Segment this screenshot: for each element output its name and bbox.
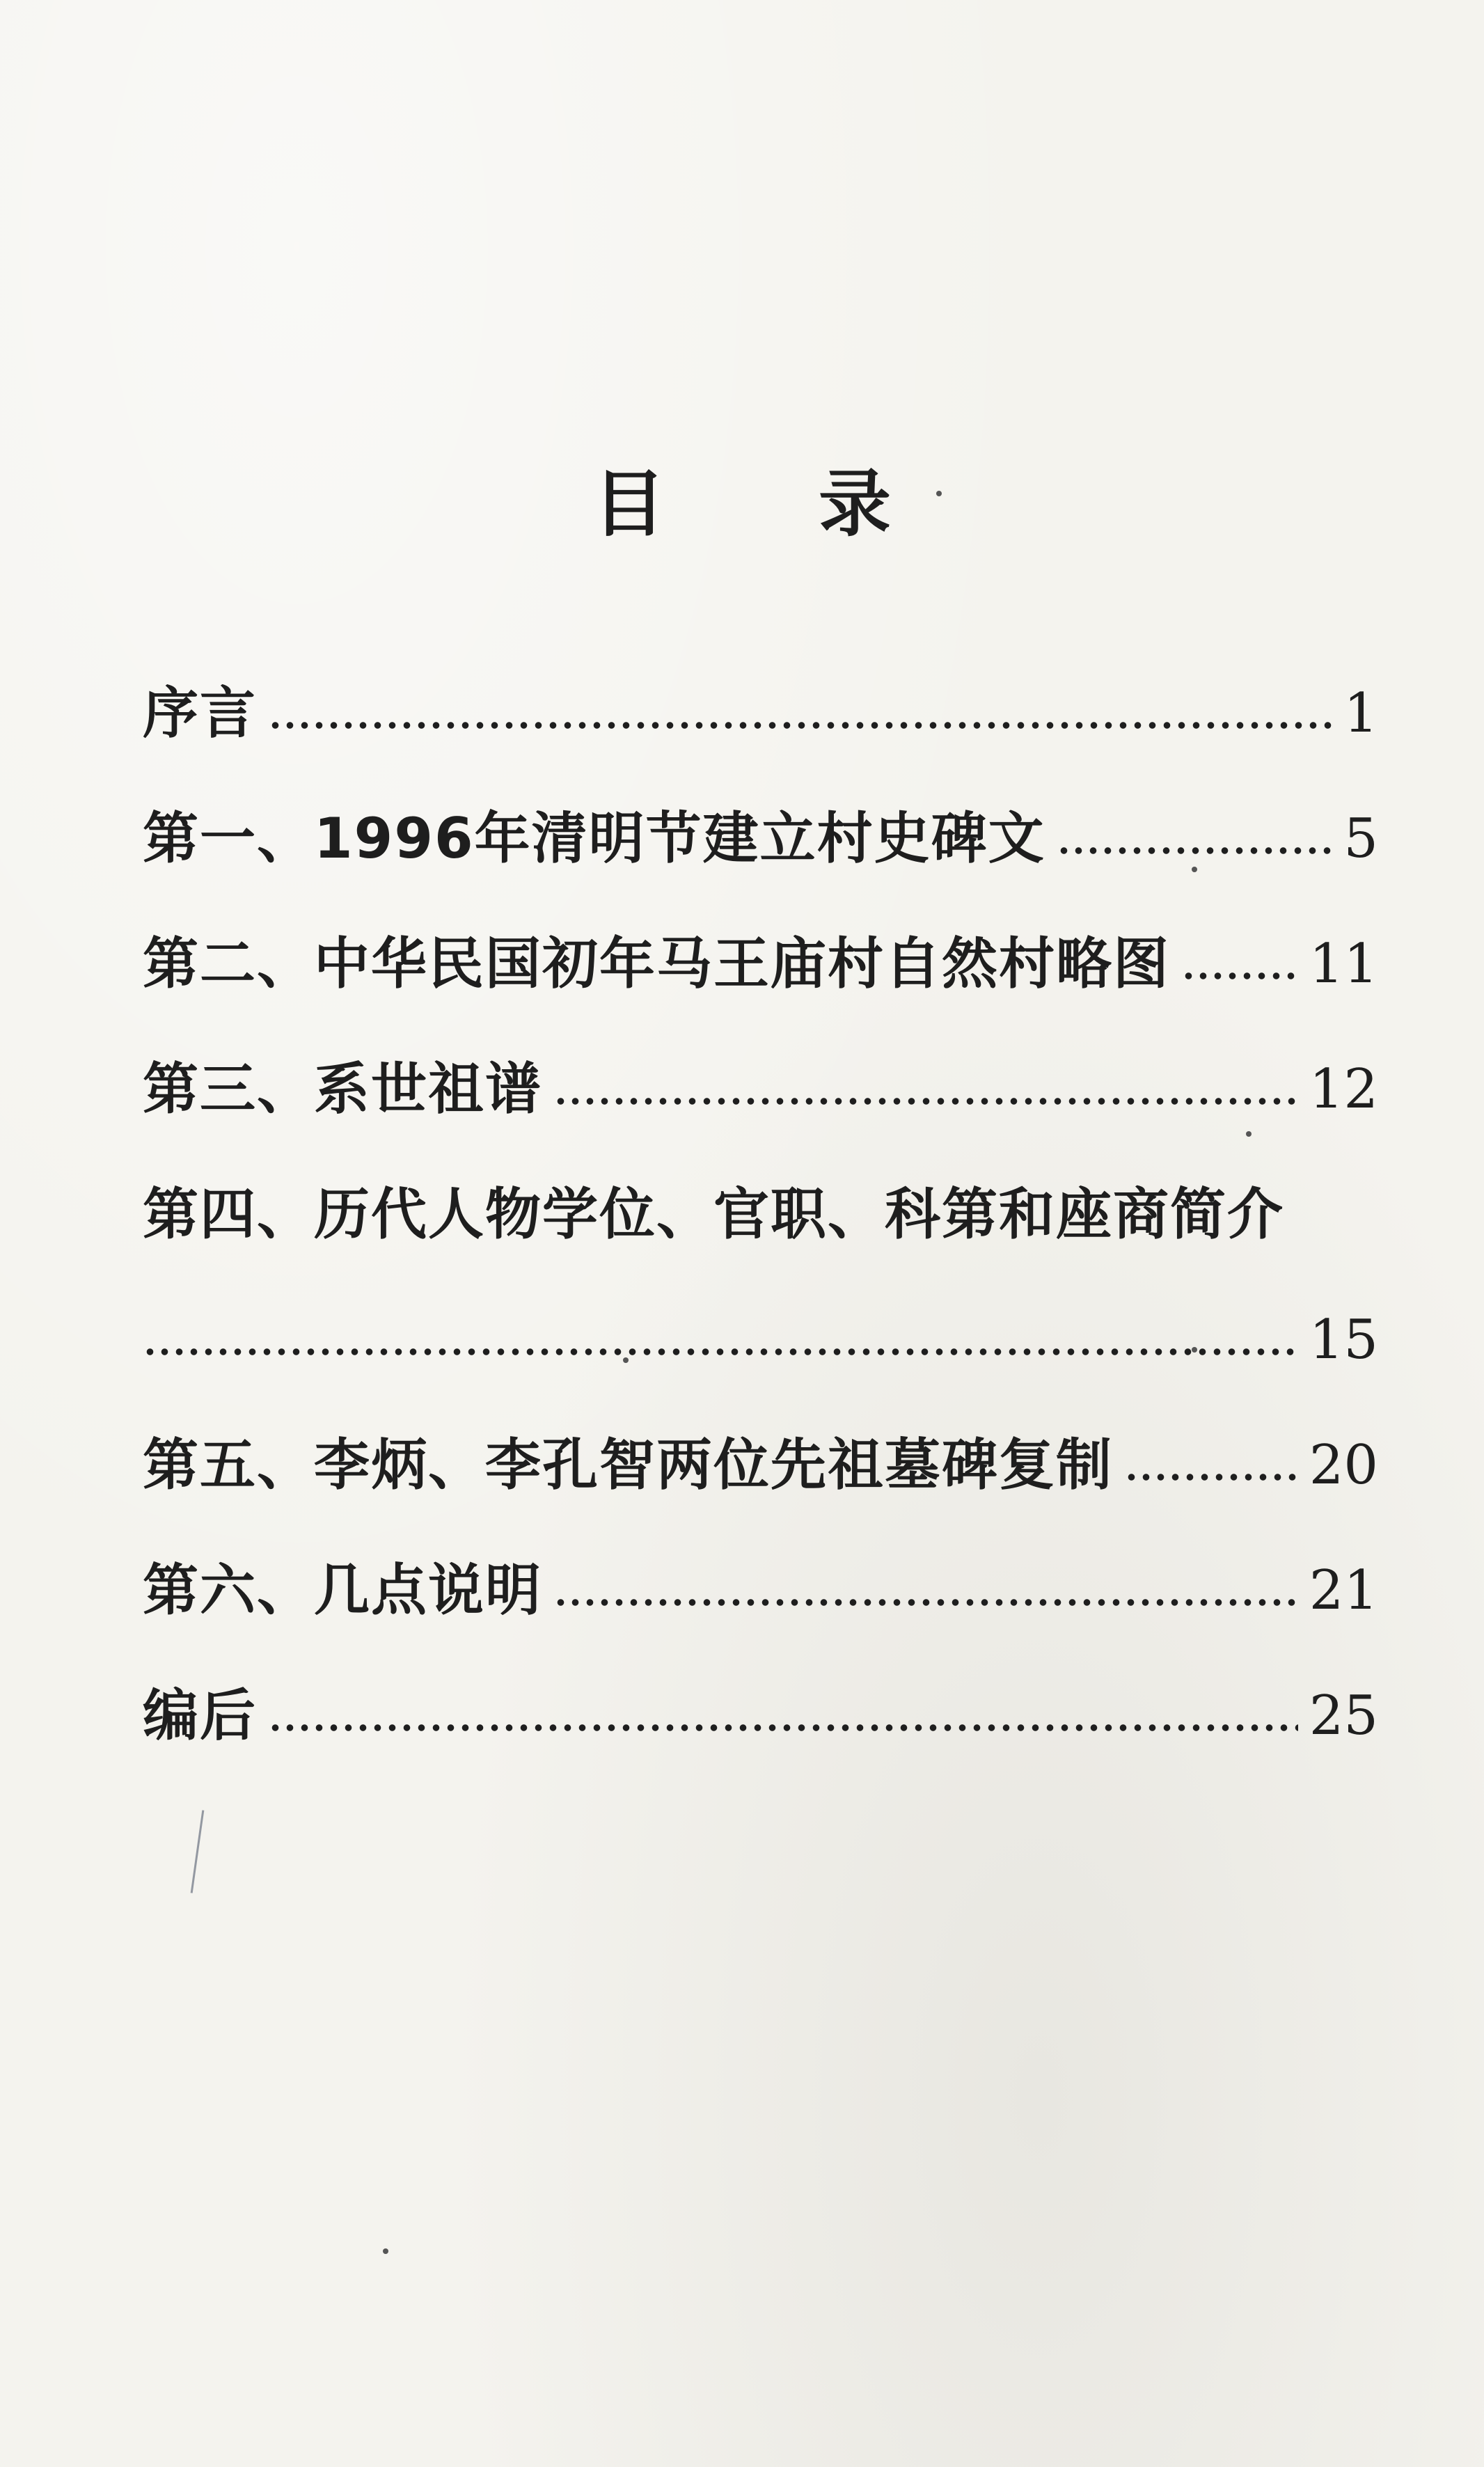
dot-leader (553, 1097, 1298, 1105)
toc-entry-chapter-6[interactable] (143, 1528, 1378, 1653)
toc-entry-afterword[interactable] (143, 1653, 1378, 1779)
page-title (0, 446, 1484, 550)
toc-entry-page: 12 (1309, 1058, 1378, 1121)
toc-entry-label: 第六、几点说明 (143, 1558, 542, 1623)
paper-speck (1192, 867, 1197, 872)
paper-speck (623, 1357, 629, 1363)
dot-leader (1057, 846, 1333, 855)
toc-entry-preface[interactable] (143, 651, 1378, 776)
toc-entry-label: 第五、李炳、李孔智两位先祖墓碑复制 (143, 1433, 1113, 1497)
toc-entry-chapter-5[interactable] (143, 1403, 1378, 1528)
dot-leader (268, 721, 1332, 730)
toc-entry-label: 编后 (143, 1683, 257, 1748)
dot-leader (1124, 1473, 1298, 1481)
title-char-mu: 目 (592, 462, 665, 546)
toc-entry-label: 第二、中华民国初年马王庙村自然村略图 (143, 931, 1170, 996)
toc-entry-chapter-2[interactable] (143, 901, 1378, 1027)
toc-entry-chapter-4[interactable] (143, 1152, 1378, 1277)
toc-entry-label: 序言 (143, 681, 257, 746)
toc-entry-label: 第一、1996年清明节建立村史碑文 (143, 806, 1045, 871)
paper-scratch (191, 1810, 205, 1893)
toc-entry-chapter-4-continued[interactable] (143, 1277, 1378, 1403)
table-of-contents (143, 651, 1378, 1779)
dot-leader (1181, 972, 1298, 980)
toc-entry-page: 11 (1309, 933, 1378, 995)
paper-speck (1192, 1347, 1197, 1353)
toc-entry-page: 21 (1309, 1559, 1378, 1622)
title-char-lu: 录 (819, 462, 892, 546)
toc-entry-label: 第三、系世祖谱 (143, 1057, 542, 1121)
paper-speck (936, 491, 942, 496)
toc-entry-page: 5 (1343, 807, 1378, 870)
dot-leader (268, 1724, 1298, 1732)
toc-entry-page: 1 (1343, 682, 1378, 745)
toc-entry-chapter-1[interactable] (143, 776, 1378, 901)
toc-entry-chapter-3[interactable] (143, 1027, 1378, 1152)
dot-leader (553, 1598, 1298, 1607)
toc-entry-page: 20 (1309, 1434, 1378, 1497)
paper-speck (1246, 1131, 1252, 1137)
toc-entry-page: 25 (1309, 1685, 1378, 1747)
paper-speck (383, 2248, 388, 2254)
toc-entry-page: 15 (1309, 1309, 1378, 1371)
dot-leader (143, 1348, 1298, 1356)
toc-entry-label: 第四、历代人物学位、官职、科第和座商简介 (143, 1182, 1284, 1247)
